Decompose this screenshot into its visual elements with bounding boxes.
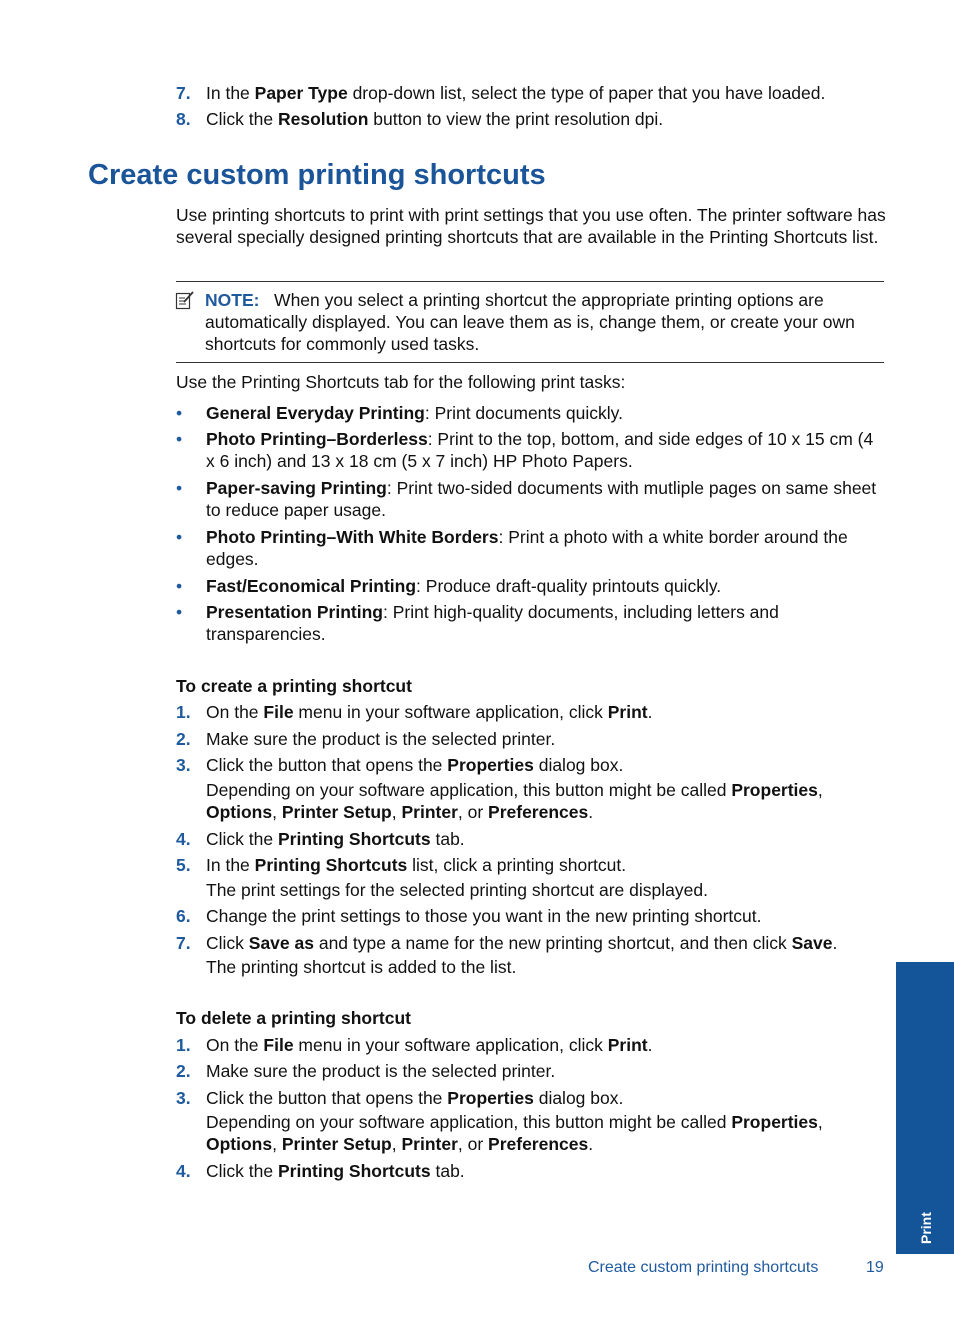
step-number: 7. — [176, 933, 191, 953]
step-text: Make sure the product is the selected printer. — [206, 1061, 556, 1081]
step-number: 7. — [176, 83, 191, 103]
list-item: Photo Printing–Borderless: Print to the top, bottom, and side edges of 10 x 15 cm (4 x 6 inch) and 13 x 18 cm (5 x 7 inch) HP Photo Papers. — [206, 429, 874, 471]
step-text: Make sure the product is the selected printer. — [206, 729, 556, 749]
bullet-marker: • — [176, 403, 183, 423]
step-number: 4. — [176, 1161, 191, 1181]
list-item: Photo Printing–With White Borders: Print a photo with a white border around the edges. — [206, 527, 848, 569]
step-number: 3. — [176, 755, 191, 775]
bullet-marker: • — [176, 478, 183, 498]
step-text: Click the button that opens the Properties dialog box. — [206, 1088, 624, 1108]
delete-procedure-title: To delete a printing shortcut — [176, 1008, 411, 1028]
step-number: 1. — [176, 1035, 191, 1055]
step-text: In the Paper Type drop-down list, select the type of paper that you have loaded. — [206, 83, 826, 103]
bullet-marker: • — [176, 602, 183, 622]
step-number: 1. — [176, 702, 191, 722]
footer-title: Create custom printing shortcuts — [588, 1259, 819, 1276]
step-text: On the File menu in your software application, click Print. — [206, 1035, 653, 1055]
step-text: Click Save as and type a name for the new printing shortcut, and then click Save. — [206, 933, 838, 953]
step-number: 5. — [176, 855, 191, 875]
step-number: 2. — [176, 729, 191, 749]
page-number: 19 — [866, 1259, 884, 1276]
bullet-marker: • — [176, 576, 183, 596]
step-number: 6. — [176, 906, 191, 926]
step-text: On the File menu in your software application, click Print. — [206, 702, 653, 722]
note-text: NOTE: When you select a printing shortcut the appropriate printing options are automatically displayed. You can leave them as is, change them, or create your own shortcuts for commonly used tasks. — [205, 290, 855, 354]
note-bottom-rule — [176, 362, 884, 363]
step-detail: The print settings for the selected printing shortcut are displayed. — [206, 880, 708, 900]
step-text: Click the Printing Shortcuts tab. — [206, 1161, 465, 1181]
step-text: In the Printing Shortcuts list, click a printing shortcut. — [206, 855, 627, 875]
step-number: 3. — [176, 1088, 191, 1108]
tasks-intro: Use the Printing Shortcuts tab for the following print tasks: — [176, 372, 626, 392]
bullet-marker: • — [176, 527, 183, 547]
chapter-side-tab-label: Print — [918, 1212, 934, 1244]
step-detail: Depending on your software application, this button might be called Properties, Options, Printer Setup, Printer, or Preferences. — [206, 780, 823, 822]
step-number: 4. — [176, 829, 191, 849]
list-item: General Everyday Printing: Print documents quickly. — [206, 403, 623, 423]
step-detail: The printing shortcut is added to the list. — [206, 957, 517, 977]
list-item: Paper-saving Printing: Print two-sided documents with mutliple pages on same sheet to reduce paper usage. — [206, 478, 877, 520]
list-item: Presentation Printing: Print high-quality documents, including letters and transparencies. — [206, 602, 779, 644]
step-text: Click the Printing Shortcuts tab. — [206, 829, 465, 849]
create-procedure-title: To create a printing shortcut — [176, 676, 412, 696]
step-number: 8. — [176, 109, 191, 129]
step-text: Click the button that opens the Properties dialog box. — [206, 755, 624, 775]
bullet-marker: • — [176, 429, 183, 449]
list-item: Fast/Economical Printing: Produce draft-quality printouts quickly. — [206, 576, 722, 596]
step-text: Click the Resolution button to view the print resolution dpi. — [206, 109, 664, 129]
note-icon — [175, 290, 195, 310]
section-heading: Create custom printing shortcuts — [88, 159, 546, 191]
chapter-side-tab — [896, 962, 954, 1254]
note-top-rule — [176, 281, 884, 282]
intro-paragraph: Use printing shortcuts to print with print settings that you use often. The printer software has several specially designed printing shortcuts that are available in the Printing Shortcuts list. — [176, 205, 886, 247]
step-text: Change the print settings to those you want in the new printing shortcut. — [206, 906, 762, 926]
step-number: 2. — [176, 1061, 191, 1081]
step-detail: Depending on your software application, this button might be called Properties, Options, Printer Setup, Printer, or Preferences. — [206, 1112, 823, 1154]
